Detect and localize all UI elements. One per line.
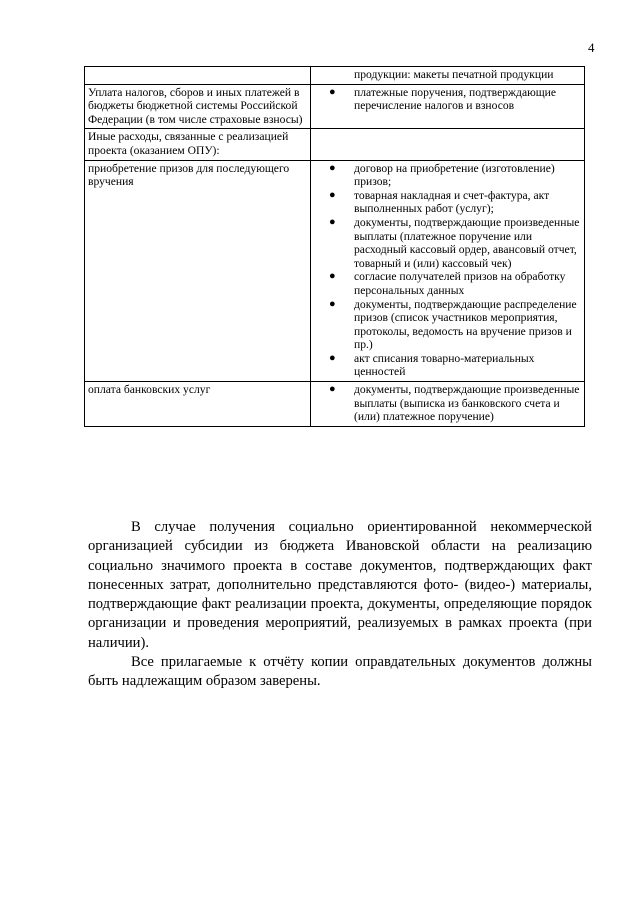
list-item-text: платежные поручения, подтверждающие перечисление налогов и взносов — [354, 85, 557, 113]
list-item — [329, 85, 581, 113]
paragraph: В случае получения социально ориентированной некоммерческой организацией субсидии из бюджета Ивановской области на реализацию социально значимого проекта в составе документов, подтверждающих факт понесенных затрат, дополнительно представляются фото- (видео-) материалы, подтверждающие факт реализации проекта, документы, определяющие порядок организации и проведения мероприятий, реализуемых в рамках проекта (при наличии). — [88, 519, 592, 651]
list-item — [329, 383, 581, 424]
expense-category: приобретение призов для последующего вручения — [85, 160, 311, 382]
expense-category: Уплата налогов, сборов и иных платежей в бюджеты бюджетной системы Российской Федерации (в том числе страховые взносы) — [85, 84, 311, 129]
expense-category: оплата банковских услуг — [85, 382, 311, 427]
bullet-icon: ● — [329, 270, 336, 283]
supporting-documents — [311, 160, 585, 382]
bullet-icon: ● — [329, 383, 336, 396]
bullet-icon: ● — [329, 161, 336, 174]
supporting-documents — [311, 84, 585, 129]
list-item-text: документы, подтверждающие распределение призов (список участников мероприятия, протоколы, ведомость на вручение призов и пр.) — [354, 297, 577, 352]
list-item — [329, 351, 581, 379]
bullet-icon: ● — [329, 351, 336, 364]
expense-documents-table — [84, 66, 585, 427]
supporting-documents — [311, 129, 585, 160]
body-text — [88, 518, 592, 692]
list-item — [329, 270, 581, 297]
table-row — [85, 84, 585, 129]
table-row — [85, 67, 585, 85]
table-row — [85, 382, 585, 427]
bullet-icon: ● — [329, 85, 336, 98]
list-item-text: акт списания товарно-материальных ценностей — [354, 351, 535, 379]
list-item — [329, 297, 581, 352]
list-item-text: документы, подтверждающие произведенные выплаты (платежное поручение или расходный кассовый ордер, авансовый отчет, товарный и (или) кассовый чек) — [354, 215, 580, 270]
table-cell-right — [311, 67, 585, 85]
table-cell-left — [85, 67, 311, 85]
continuation-text: продукции: макеты печатной продукции — [354, 68, 554, 81]
list-item-text: товарная накладная и счет-фактура, акт выполненных работ (услуг); — [354, 188, 550, 216]
table-row — [85, 129, 585, 160]
table-row — [85, 160, 585, 382]
list-item — [329, 161, 581, 189]
supporting-documents — [311, 382, 585, 427]
bullet-icon: ● — [329, 188, 336, 201]
list-item — [329, 215, 581, 270]
paragraph: Все прилагаемые к отчёту копии оправдательных документов должны быть надлежащим образом заверены. — [88, 654, 592, 690]
bullet-icon: ● — [329, 297, 336, 310]
list-item-text: согласие получателей призов на обработку персональных данных — [354, 270, 566, 297]
list-item-text: документы, подтверждающие произведенные выплаты (выписка из банковского счета и (или) платежное поручение) — [354, 383, 580, 424]
list-item — [329, 188, 581, 216]
bullet-icon: ● — [329, 215, 336, 228]
list-item-text: договор на приобретение (изготовление) призов; — [354, 161, 555, 189]
expense-category: Иные расходы, связанные с реализацией проекта (оказанием ОПУ): — [85, 129, 311, 160]
page-number: 4 — [588, 40, 595, 55]
